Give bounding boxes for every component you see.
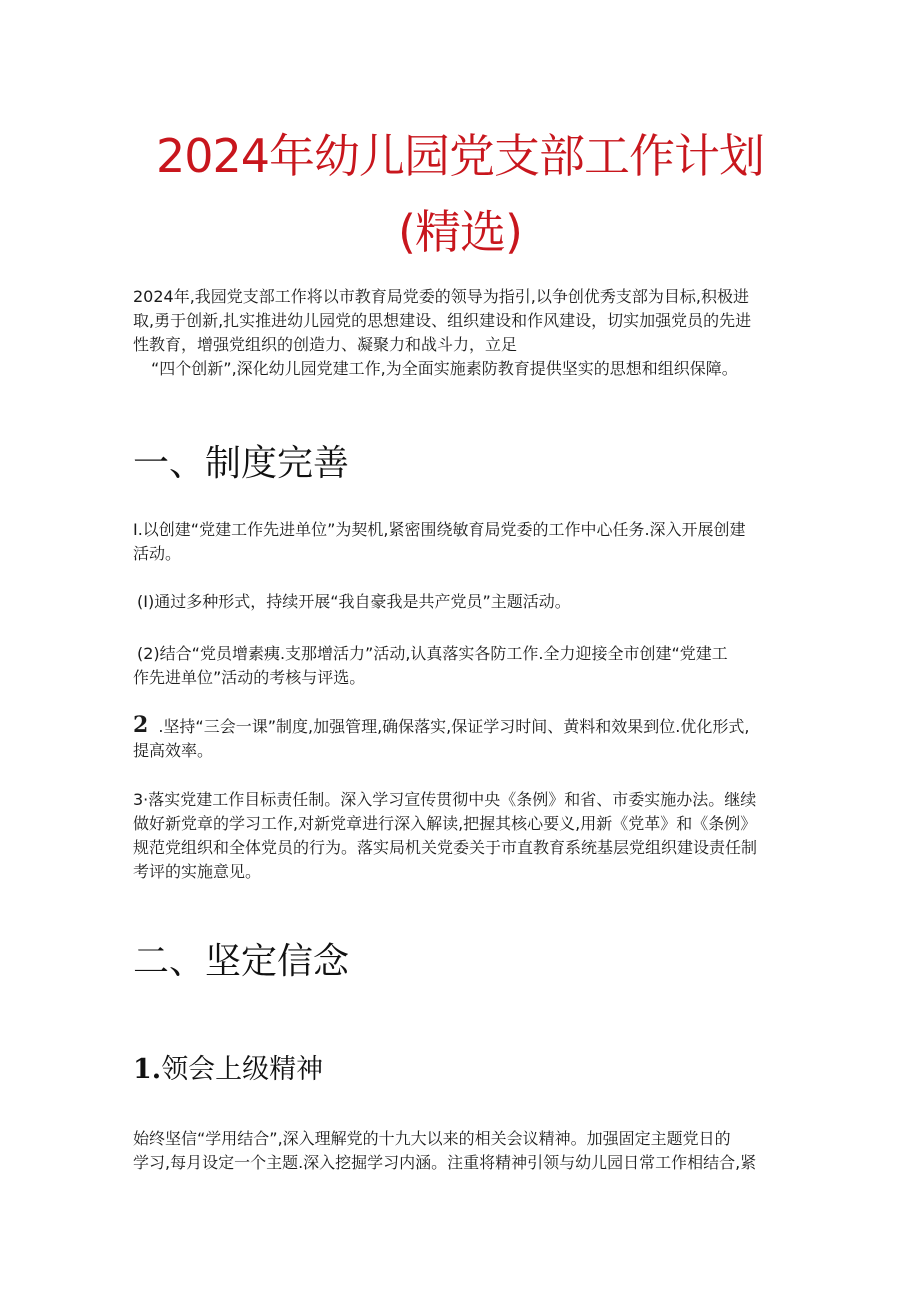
paragraph-line: 3·落实党建工作目标责任制。深入学习宣传贯彻中央《条例》和省、市委实施办法。继续 — [133, 790, 757, 809]
section1-item1 — [133, 518, 793, 566]
paragraph-line: I.以创建“党建工作先进单位”为契机,紧密围绕敏育局党委的工作中心任务.深入开展创建 — [133, 520, 746, 539]
paragraph-line: 活动。 — [133, 544, 182, 563]
subheading-number: 1. — [133, 1054, 162, 1085]
item-text: .坚持“三会一课”制度,加强管理,确保落实,保证学习时间、黄料和效果到位.优化形式, — [158, 717, 750, 736]
section2-subheading — [133, 1052, 323, 1088]
paragraph-line: (2)结合“党员增素痍.支那增活力”活动,认真落实各防工作.全力迎接全市创建“党建工 — [137, 644, 728, 663]
paragraph-line: 做好新党章的学习工作,对新党章进行深入解读,把握其核心要义,用新《党革》和《条例》 — [133, 814, 757, 833]
section2-heading: 二、坚定信念 — [133, 941, 350, 982]
paragraph-line: 学习,每月设定一个主题.深入挖掘学习内涵。注重将精神引领与幼儿园日常工作相结合,紧 — [133, 1153, 757, 1172]
section1-heading: 一、制度完善 — [133, 443, 350, 484]
paragraph-line: 提高效率。 — [133, 741, 214, 760]
paragraph-line: 考评的实施意见。 — [133, 862, 262, 881]
paragraph-line: 作先进单位”活动的考核与评选。 — [133, 668, 366, 687]
document-title-suffix: (精选) — [398, 205, 522, 259]
intro-line: 2024年,我园党支部工作将以市教育局党委的领导为指引,以争创优秀支部为目标,积极进 — [133, 287, 749, 306]
section1-item3 — [133, 788, 793, 884]
paragraph-line: 规范党组织和全体党员的行为。落实局机关党委关于市直教育系统基层党组织建设责任制 — [133, 838, 758, 857]
paragraph-line: 始终坚信“学用结合”,深入理解党的十九大以来的相关会议精神。加强固定主题党日的 — [133, 1129, 731, 1148]
section2-paragraph — [133, 1127, 793, 1175]
section1-item2 — [133, 713, 793, 763]
item-number: 2 — [133, 713, 149, 738]
section1-item1-sub2 — [133, 642, 793, 690]
intro-line: 性教育，增强党组织的创造力、凝聚力和战斗力，立足 — [133, 335, 518, 354]
paragraph-line: (I)通过多种形式，持续开展“我自豪我是共产党员”主题活动。 — [137, 592, 571, 611]
document-title: 2024年幼儿园党支部工作计划 — [155, 129, 765, 183]
intro-line: 取,勇于创新,扎实推进幼儿园党的思想建设、组织建设和作风建设，切实加强党员的先进 — [133, 311, 752, 330]
subheading-text: 领会上级精神 — [161, 1054, 324, 1085]
intro-paragraph — [133, 285, 793, 381]
section1-item1-sub1 — [137, 590, 797, 614]
paragraph-line — [133, 713, 793, 739]
intro-line: “四个创新”,深化幼儿园党建工作,为全面实施素防教育提供坚实的思想和组织保障。 — [151, 359, 738, 378]
